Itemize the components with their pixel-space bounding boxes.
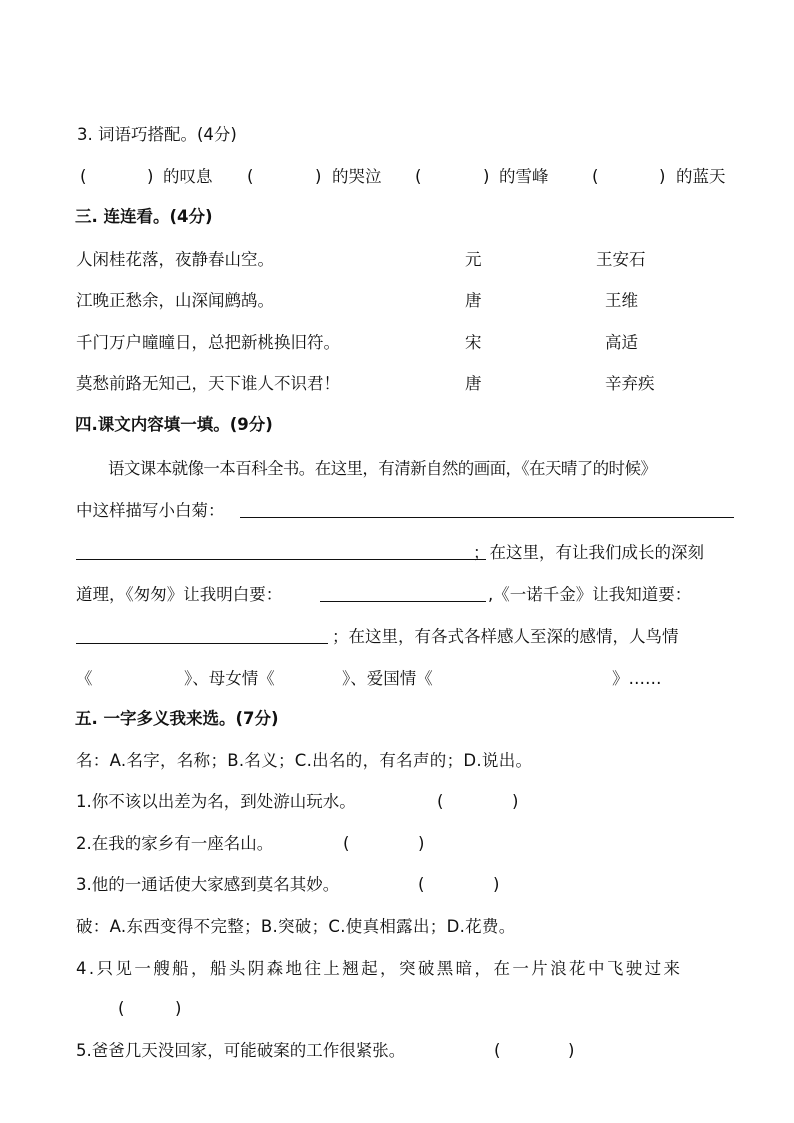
- s4-paragraph-line6b: 》、母女情《: [184, 669, 275, 688]
- open-paren: (: [343, 834, 350, 853]
- question-text: 1.你不该以出差为名，到处游山玩水。: [76, 792, 356, 811]
- answer-blank-xiaobaiju-cont[interactable]: [76, 559, 486, 560]
- definition-ming: 名：A.名字，名称；B.名义；C.出名的，有名声的；D.说出。: [76, 751, 533, 770]
- question-text: 2.在我的家乡有一座名山。: [76, 834, 274, 853]
- q3-item-text: 的雪峰: [499, 167, 549, 186]
- poem-line: 莫愁前路无知己，天下谁人不识君！: [76, 374, 340, 393]
- open-paren: (: [592, 167, 599, 186]
- q3-item-text: 的叹息: [163, 167, 213, 186]
- poem-line: 人闲桂花落，夜静春山空。: [76, 250, 274, 269]
- poet: 辛弃疾: [605, 374, 655, 393]
- s4-paragraph-line4a: 道理，《匆匆》让我明白要：: [76, 585, 283, 604]
- poet: 王维: [605, 291, 638, 310]
- dynasty: 宋: [465, 333, 482, 352]
- open-paren: (: [418, 875, 425, 894]
- poem-line: 千门万户曈曈日，总把新桃换旧符。: [76, 333, 340, 352]
- s4-paragraph-line4b: ,《一诺千金》让我知道要：: [488, 585, 692, 604]
- poem-line: 江晚正愁余，山深闻鹧鸪。: [76, 291, 274, 310]
- dynasty: 元: [465, 250, 482, 269]
- s4-title: 四.课文内容填一填。(9分): [75, 415, 273, 434]
- q3-item-text: 的蓝天: [676, 167, 726, 186]
- s4-paragraph-line6d: 》……: [612, 669, 662, 688]
- dynasty: 唐: [465, 291, 482, 310]
- open-paren: (: [80, 167, 87, 186]
- open-paren: (: [247, 167, 254, 186]
- close-paren: ): [512, 792, 519, 811]
- definition-po: 破：A.东西变得不完整；B.突破；C.使真相露出；D.花费。: [76, 917, 516, 936]
- open-paren: (: [415, 167, 422, 186]
- answer-blank-xiaobaiju[interactable]: [240, 517, 734, 518]
- q3-title: 3. 词语巧搭配。(4分): [77, 125, 237, 144]
- s4-paragraph-line6c: 》、爱国情《: [342, 669, 433, 688]
- question-text: 3.他的一通话使大家感到莫名其妙。: [76, 875, 340, 894]
- open-paren: (: [437, 792, 444, 811]
- close-paren: ): [147, 167, 154, 186]
- q3-item-text: 的哭泣: [332, 167, 382, 186]
- s4-paragraph-line5: ；在这里，有各式各样感人至深的感情，人鸟情: [332, 627, 679, 646]
- close-paren: ): [493, 875, 500, 894]
- close-paren: ): [315, 167, 322, 186]
- close-paren: ): [568, 1041, 575, 1060]
- s4-paragraph-line1: 语文课本就像一本百科全书。在这里，有清新自然的画面，《在天晴了的时候》: [108, 459, 657, 478]
- question-text: 4.只见一艘船，船头阴森地往上翘起，突破黑暗，在一片浪花中飞驶过来: [76, 959, 683, 978]
- question-text: 5.爸爸几天没回家，可能破案的工作很紧张。: [76, 1041, 406, 1060]
- answer-blank-yinuoqianjin[interactable]: [76, 643, 328, 644]
- s5-title: 五. 一字多义我来选。(7分): [75, 709, 279, 728]
- close-paren: ): [483, 167, 490, 186]
- s4-paragraph-line2: 中这样描写小白菊：: [76, 501, 225, 520]
- poet: 高适: [605, 333, 638, 352]
- book-title-open: 《: [76, 669, 93, 688]
- close-paren: ): [659, 167, 666, 186]
- poet: 王安石: [596, 250, 646, 269]
- s4-paragraph-line3: ；在这里，有让我们成长的深刻: [473, 543, 704, 562]
- open-paren: (: [118, 999, 125, 1018]
- open-paren: (: [494, 1041, 501, 1060]
- dynasty: 唐: [465, 374, 482, 393]
- close-paren: ): [175, 999, 182, 1018]
- s3-title: 三. 连连看。(4分): [75, 207, 213, 226]
- answer-blank-congcong[interactable]: [320, 601, 486, 602]
- close-paren: ): [418, 834, 425, 853]
